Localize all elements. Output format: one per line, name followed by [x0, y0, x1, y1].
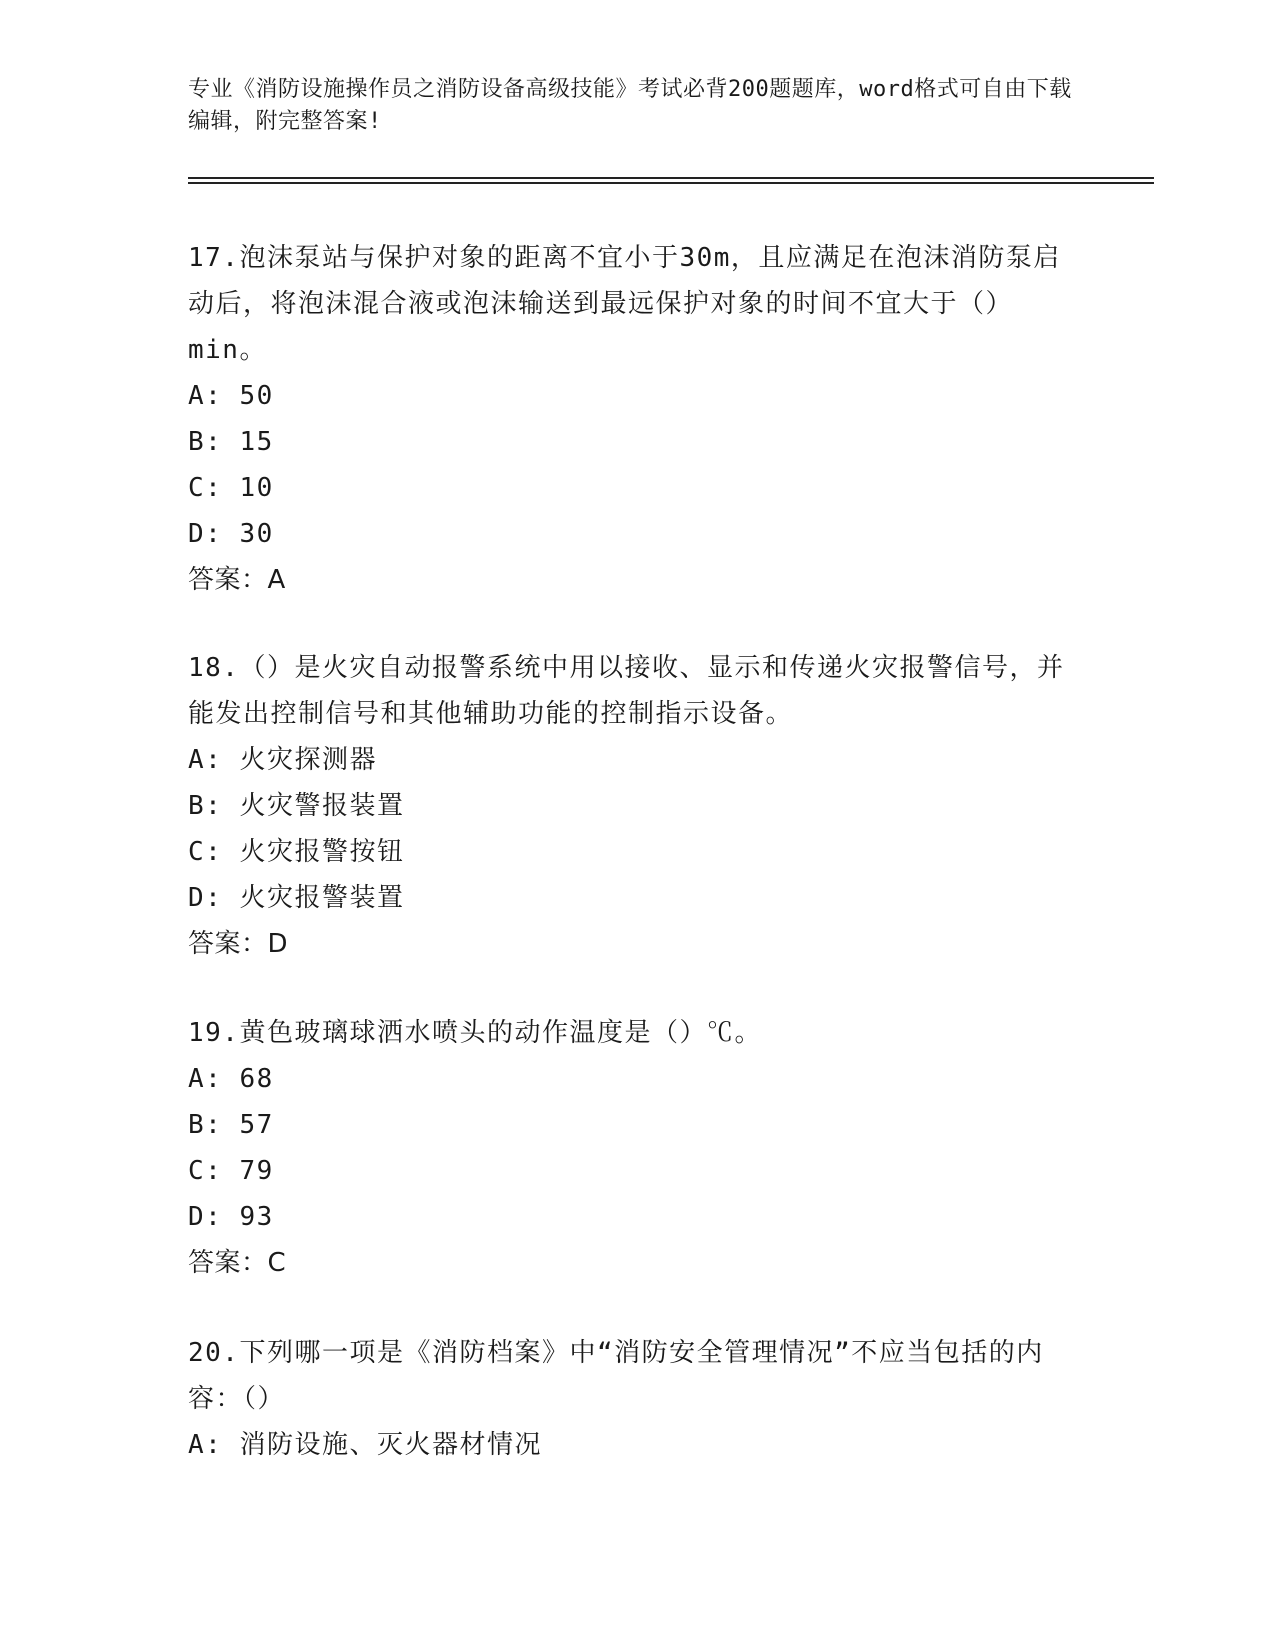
question-stem: 20.下列哪一项是《消防档案》中“消防安全管理情况”不应当包括的内容：（）	[188, 1338, 1044, 1414]
question-17	[188, 235, 1088, 603]
answer: 答案：D	[188, 929, 289, 959]
option-a: A: 68	[188, 1064, 274, 1094]
option-b: B: 火灾警报装置	[188, 791, 405, 821]
option-c: C: 火灾报警按钮	[188, 837, 405, 867]
option-d: D: 93	[188, 1202, 274, 1232]
question-stem: 19.黄色玻璃球洒水喷头的动作温度是（）℃。	[188, 1018, 762, 1048]
option-d: D: 30	[188, 519, 274, 549]
answer: 答案：A	[188, 565, 286, 595]
header-rule-top	[188, 177, 1154, 179]
question-stem: 17.泡沫泵站与保护对象的距离不宜小于30m，且应满足在泡沫消防泵启动后，将泡沫混合液或泡沫输送到最远保护对象的时间不宜大于（）min。	[188, 243, 1061, 365]
option-d: D: 火灾报警装置	[188, 883, 405, 913]
question-18	[188, 645, 1088, 967]
header-rule-bottom	[188, 182, 1154, 184]
option-a: A: 火灾探测器	[188, 745, 377, 775]
option-c: C: 79	[188, 1156, 274, 1186]
question-stem: 18.（）是火灾自动报警系统中用以接收、显示和传递火灾报警信号，并能发出控制信号和其他辅助功能的控制指示设备。	[188, 653, 1065, 729]
option-b: B: 15	[188, 427, 274, 457]
document-intro: 专业《消防设施操作员之消防设备高级技能》考试必背200题题库，word格式可自由下载编辑，附完整答案!	[188, 77, 1072, 134]
question-19	[188, 1010, 1088, 1286]
option-a: A: 50	[188, 381, 274, 411]
option-a: A: 消防设施、灭火器材情况	[188, 1430, 542, 1460]
answer: 答案：C	[188, 1248, 287, 1278]
option-b: B: 57	[188, 1110, 274, 1140]
option-c: C: 10	[188, 473, 274, 503]
question-20	[188, 1330, 1088, 1468]
